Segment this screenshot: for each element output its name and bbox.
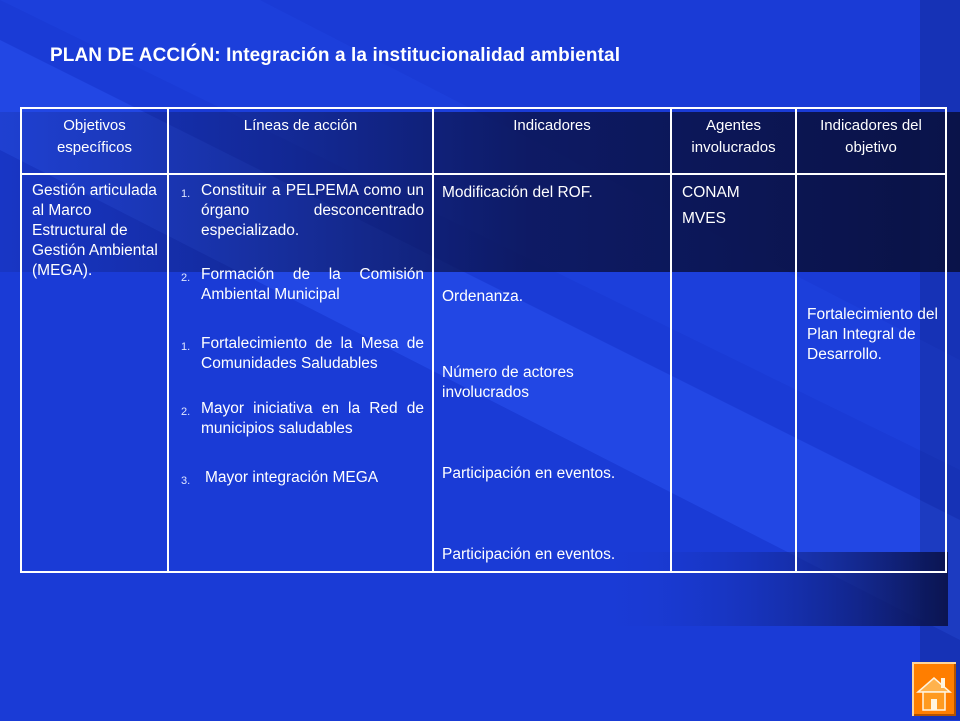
indicator-text: Participación en eventos. (442, 465, 616, 482)
action-line-text: Constituir a PELPEMA como un órgano desconcentrado especializado. (201, 182, 424, 239)
list-item (179, 265, 424, 305)
list-item (179, 468, 424, 488)
header-objectives: Objetivos específicos (21, 108, 168, 174)
list-item (179, 181, 424, 241)
list-number: 3. (181, 475, 191, 487)
list-number: 2. (181, 272, 191, 284)
list-number: 1. (181, 341, 191, 353)
table-header-row (21, 108, 946, 174)
list-number: 2. (181, 406, 191, 418)
objective-indicator-text: Fortalecimiento del Plan Integral de Desarrollo. (807, 306, 938, 363)
indicator-text: Modificación del ROF. (442, 184, 593, 201)
header-indicators: Indicadores (433, 108, 671, 174)
action-plan-table (20, 107, 947, 573)
header-agents: Agentes involucrados (671, 108, 796, 174)
action-line-text: Fortalecimiento de la Mesa de Comunidades Saludables (201, 335, 424, 372)
page-title: PLAN DE ACCIÓN: Integración a la institucionalidad ambiental (50, 45, 621, 66)
action-line-text: Mayor iniciativa en la Red de municipios saludables (201, 400, 424, 437)
agent-text: MVES (682, 210, 726, 227)
objective-cell (21, 174, 168, 572)
agents-cell (671, 174, 796, 572)
agent-text: CONAM (682, 184, 740, 201)
indicator-text: Ordenanza. (442, 288, 523, 305)
action-lines-list (179, 181, 424, 488)
list-number: 1. (181, 188, 191, 200)
list-item (179, 399, 424, 439)
table-row (21, 174, 946, 572)
header-objective-indicators: Indicadores del objetivo (796, 108, 946, 174)
action-line-text: Mayor integración MEGA (205, 469, 379, 486)
list-item (179, 334, 424, 374)
indicator-text: Número de actores involucrados (442, 364, 574, 401)
home-button[interactable] (912, 662, 956, 716)
header-action-lines: Líneas de acción (168, 108, 433, 174)
indicators-cell (433, 174, 671, 572)
action-line-text: Formación de la Comisión Ambiental Municipal (201, 266, 424, 303)
home-icon (912, 662, 956, 716)
objective-text: Gestión articulada al Marco Estructural de Gestión Ambiental (MEGA). (32, 182, 158, 279)
indicator-text: Participación en eventos. (442, 546, 616, 563)
action-lines-cell (168, 174, 433, 572)
objective-indicator-cell (796, 174, 946, 572)
